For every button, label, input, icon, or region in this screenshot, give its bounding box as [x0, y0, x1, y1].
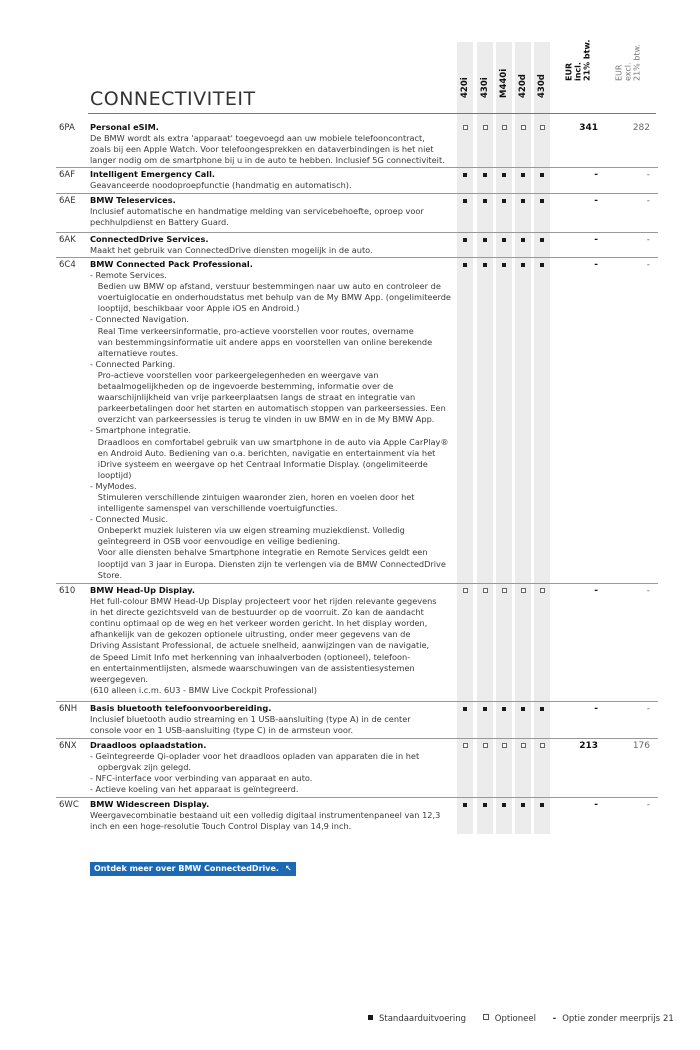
description-line: waarschijnlijkheid van vrije parkeerplaatsen langs de straat en integratie van	[90, 392, 416, 403]
option-name: Draadloos oplaadstation.	[90, 740, 207, 750]
row-divider	[56, 797, 658, 798]
standard-mark-icon	[534, 800, 550, 810]
description-line: Store.	[90, 569, 123, 580]
option-name: BMW Head-Up Display.	[90, 585, 195, 595]
price-excl-vat: -	[646, 260, 650, 270]
price-incl-vat: -	[594, 260, 598, 270]
optional-mark-icon	[457, 741, 473, 751]
standard-mark-icon	[457, 196, 473, 206]
column-stripe-420i	[457, 42, 473, 834]
price-incl-vat: -	[594, 235, 598, 245]
standard-mark-icon	[496, 170, 512, 180]
option-code: 6AE	[59, 196, 76, 206]
standard-mark-icon	[477, 704, 493, 714]
description-line: Het full-colour BMW Head-Up Display projecteert voor het rijden relevante gegevens	[90, 596, 437, 607]
optional-mark-icon	[534, 123, 550, 133]
option-description	[90, 169, 452, 191]
standard-mark-icon	[515, 260, 531, 270]
standard-mark-icon	[477, 196, 493, 206]
standard-mark-icon	[457, 170, 473, 180]
option-code: 6NH	[59, 704, 78, 714]
description-line: in het directe gezichtsveld van de bestuurder op de voorruit. Zo kan de aandacht	[90, 607, 424, 618]
dash-icon: -	[552, 1014, 557, 1024]
optional-mark-icon	[515, 123, 531, 133]
optional-mark-icon	[496, 123, 512, 133]
row-divider	[56, 701, 658, 702]
standard-mark-icon	[477, 260, 493, 270]
description-line: continu optimaal op de weg en het verkeer worden gericht. In het display worden,	[90, 618, 428, 629]
description-line: weergegeven.	[90, 673, 149, 684]
standard-mark-icon	[496, 704, 512, 714]
optional-mark-icon	[534, 586, 550, 596]
description-line: Driving Assistant Professional, de actuele snelheid, aanwijzingen van de navigatie,	[90, 640, 430, 651]
optional-mark-icon	[515, 586, 531, 596]
row-divider	[56, 738, 658, 739]
standard-square-icon	[368, 1015, 373, 1020]
price-excl-vat: -	[646, 235, 650, 245]
description-line: looptijd van 3 jaar in Europa. Diensten zijn te verlengen via de BMW ConnectedDrive	[90, 558, 446, 569]
optional-mark-icon	[496, 741, 512, 751]
price-header-excl: EUR excl. 21% btw.	[614, 44, 642, 81]
description-line: en Android Auto. Bediening van o.a. berichten, navigatie en entertainment via het	[90, 447, 436, 458]
description-line: langer nodig om de smartphone bij u in de auto te hebben. Inclusief 5G connectiviteit.	[90, 155, 445, 166]
standard-mark-icon	[477, 170, 493, 180]
price-incl-vat: 341	[579, 123, 598, 133]
option-name: ConnectedDrive Services.	[90, 234, 209, 244]
legend-standard: Standaarduitvoering	[379, 1014, 467, 1024]
arrow-icon: ↖	[284, 864, 292, 873]
description-line: overzicht van parkeersessies is terug te vinden in uw BMW en in de My BMW App.	[90, 414, 435, 425]
price-header-incl: EUR incl. 21% btw.	[564, 39, 592, 81]
optional-mark-icon	[515, 741, 531, 751]
description-line: pechhulpdienst en Battery Guard.	[90, 217, 229, 228]
description-line: looptijd)	[90, 469, 132, 480]
description-line: - NFC-interface voor verbinding van apparaat en auto.	[90, 773, 313, 784]
description-line: Onbeperkt muziek luisteren via uw eigen streaming muziekdienst. Volledig	[90, 525, 405, 536]
description-line: Inclusief automatische en handmatige melding van servicebehoefte, oproep voor	[90, 206, 424, 217]
model-header-m440i: M440i	[499, 68, 509, 98]
header-divider	[88, 113, 656, 114]
column-stripe-420d	[515, 42, 531, 834]
option-description	[90, 122, 452, 166]
option-name: BMW Widescreen Display.	[90, 799, 210, 809]
standard-mark-icon	[534, 170, 550, 180]
description-line: - Geïntegreerde Qi-oplader voor het draadloos opladen van apparaten die in het	[90, 751, 420, 762]
column-stripe-m440i	[496, 42, 512, 834]
connecteddrive-link-button[interactable]	[90, 862, 296, 876]
option-code: 6NX	[59, 741, 77, 751]
optional-mark-icon	[534, 741, 550, 751]
price-excl-vat: -	[646, 196, 650, 206]
optional-mark-icon	[457, 123, 473, 133]
description-line: betaalmogelijkheden op de ingevoerde bestemming, informatie over de	[90, 381, 394, 392]
standard-mark-icon	[457, 260, 473, 270]
description-line: console voor en 1 USB-aansluiting (type C) in de armsteun voor.	[90, 725, 354, 736]
standard-mark-icon	[477, 800, 493, 810]
standard-mark-icon	[457, 704, 473, 714]
price-excl-vat: -	[646, 704, 650, 714]
description-line: intelligente samenspel van verschillende voertuigfuncties.	[90, 503, 338, 514]
option-name: BMW Connected Pack Professional.	[90, 259, 253, 269]
model-header-420i: 420i	[460, 77, 470, 98]
price-excl-vat: 282	[632, 123, 650, 133]
standard-mark-icon	[515, 235, 531, 245]
model-header-430i: 430i	[480, 77, 490, 98]
row-divider	[56, 193, 658, 194]
price-incl-vat: -	[594, 586, 598, 596]
model-header-420d: 420d	[518, 74, 528, 98]
description-line: de Speed Limit Info met herkenning van inhaalverboden (optioneel), telefoon-	[90, 651, 411, 662]
description-line: Stimuleren verschillende zintuigen waaronder zien, horen en voelen door het	[90, 491, 415, 502]
price-incl-vat: -	[594, 196, 598, 206]
model-header-430d: 430d	[537, 74, 547, 98]
standard-mark-icon	[515, 800, 531, 810]
description-line: - MyModes.	[90, 480, 137, 491]
row-divider	[56, 257, 658, 258]
description-line: Weergavecombinatie bestaand uit een volledig digitaal instrumentenpaneel van 12,3	[90, 810, 441, 821]
price-excl-vat: -	[646, 586, 650, 596]
option-description	[90, 234, 452, 256]
price-excl-vat: 176	[632, 741, 650, 751]
description-line: Draadloos en comfortabel gebruik van uw smartphone in de auto via Apple CarPlay®	[90, 436, 449, 447]
option-description	[90, 195, 452, 228]
price-excl-vat: -	[646, 800, 650, 810]
description-line: iDrive systeem en weergave op het Centraal Informatie Display. (ongelimiteerde	[90, 458, 428, 469]
page-number: 21	[663, 1014, 674, 1024]
standard-mark-icon	[515, 704, 531, 714]
option-name: Basis bluetooth telefoonvoorbereiding.	[90, 703, 272, 713]
description-line: parkeerbetalingen door het starten en automatisch stoppen van parkeersessies. Een	[90, 403, 446, 414]
option-name: Intelligent Emergency Call.	[90, 169, 216, 179]
legend-optional: Optioneel	[494, 1014, 536, 1024]
description-line: - Connected Navigation.	[90, 314, 190, 325]
price-incl-vat: -	[594, 704, 598, 714]
standard-mark-icon	[534, 260, 550, 270]
optional-mark-icon	[477, 586, 493, 596]
page-title: CONNECTIVITEIT	[90, 88, 256, 110]
description-line: - Remote Services.	[90, 270, 167, 281]
standard-mark-icon	[534, 235, 550, 245]
description-line: Real Time verkeersinformatie, pro-actieve voorstellen voor routes, overname	[90, 325, 414, 336]
cta-label: Ontdek meer over BMW ConnectedDrive.	[94, 864, 279, 873]
column-stripe-430d	[534, 42, 550, 834]
description-line: Maakt het gebruik van ConnectedDrive diensten mogelijk in de auto.	[90, 245, 373, 256]
standard-mark-icon	[457, 235, 473, 245]
option-description	[90, 740, 452, 795]
option-description	[90, 585, 452, 696]
standard-mark-icon	[534, 196, 550, 206]
option-code: 6AF	[59, 170, 76, 180]
description-line: Pro-actieve voorstellen voor parkeergelegenheden en weergave van	[90, 369, 379, 380]
description-line: opbergvak zijn gelegd.	[90, 762, 192, 773]
column-stripe-430i	[477, 42, 493, 834]
description-line: afhankelijk van de gekozen optionele uitrusting, onder meer gegevens van de	[90, 629, 411, 640]
description-line: De BMW wordt als extra 'apparaat' toegevoegd aan uw mobiele telefooncontract,	[90, 133, 425, 144]
price-incl-vat: 213	[579, 741, 598, 751]
standard-mark-icon	[496, 235, 512, 245]
legend	[368, 1014, 674, 1024]
optional-mark-icon	[496, 586, 512, 596]
option-code: 6C4	[59, 260, 76, 270]
description-line: looptijd, beschikbaar voor Apple iOS en Android.)	[90, 303, 300, 314]
option-description	[90, 703, 452, 736]
option-name: BMW Teleservices.	[90, 195, 176, 205]
standard-mark-icon	[515, 196, 531, 206]
description-line: alternatieve routes.	[90, 347, 179, 358]
description-line: zoals bij een Apple Watch. Voor telefoongesprekken en dataverbindingen is het niet	[90, 144, 434, 155]
price-excl-vat: -	[646, 170, 650, 180]
description-line: Voor alle diensten behalve Smartphone integratie en Remote Services geldt een	[90, 547, 428, 558]
option-code: 6AK	[59, 235, 76, 245]
standard-mark-icon	[496, 196, 512, 206]
row-divider	[56, 583, 658, 584]
description-line: van bestemmingsinformatie uit andere apps en voorstellen van online berekende	[90, 336, 433, 347]
standard-mark-icon	[515, 170, 531, 180]
description-line: (610 alleen i.c.m. 6U3 - BMW Live Cockpit Professional)	[90, 684, 317, 695]
optional-mark-icon	[457, 586, 473, 596]
optional-mark-icon	[477, 741, 493, 751]
option-code: 6PA	[59, 123, 75, 133]
row-divider	[56, 232, 658, 233]
standard-mark-icon	[477, 235, 493, 245]
description-line: inch en een hoge-resolutie Touch Control Display van 14,9 inch.	[90, 821, 352, 832]
description-line: Inclusief bluetooth audio streaming en 1 USB-aansluiting (type A) in de center	[90, 714, 411, 725]
legend-no-extra-charge: Optie zonder meerprijs	[562, 1014, 661, 1024]
option-code: 610	[59, 586, 76, 596]
standard-mark-icon	[534, 704, 550, 714]
standard-mark-icon	[496, 800, 512, 810]
optional-mark-icon	[477, 123, 493, 133]
description-line: - Connected Parking.	[90, 358, 176, 369]
description-line: - Connected Music.	[90, 514, 169, 525]
standard-mark-icon	[457, 800, 473, 810]
price-incl-vat: -	[594, 170, 598, 180]
description-line: Geavanceerde noodoproepfunctie (handmatig en automatisch).	[90, 180, 352, 191]
price-incl-vat: -	[594, 800, 598, 810]
optional-square-icon	[483, 1014, 489, 1020]
standard-mark-icon	[496, 260, 512, 270]
description-line: en entertainmentlijsten, alsmede waarschuwingen van de assistentiesystemen	[90, 662, 415, 673]
row-divider	[56, 167, 658, 168]
description-line: geïntegreerd in OSB voor eenvoudige en veilige bediening.	[90, 536, 341, 547]
option-description	[90, 259, 452, 581]
description-line: - Smartphone integratie.	[90, 425, 191, 436]
description-line: voertuiglocatie en onderhoudstatus met behulp van de My BMW App. (ongelimiteerde	[90, 292, 451, 303]
description-line: Bedien uw BMW op afstand, verstuur bestemmingen naar uw auto en controleer de	[90, 281, 441, 292]
option-description	[90, 799, 452, 832]
option-code: 6WC	[59, 800, 79, 810]
option-name: Personal eSIM.	[90, 122, 159, 132]
description-line: - Actieve koeling van het apparaat is geïntegreerd.	[90, 784, 299, 795]
